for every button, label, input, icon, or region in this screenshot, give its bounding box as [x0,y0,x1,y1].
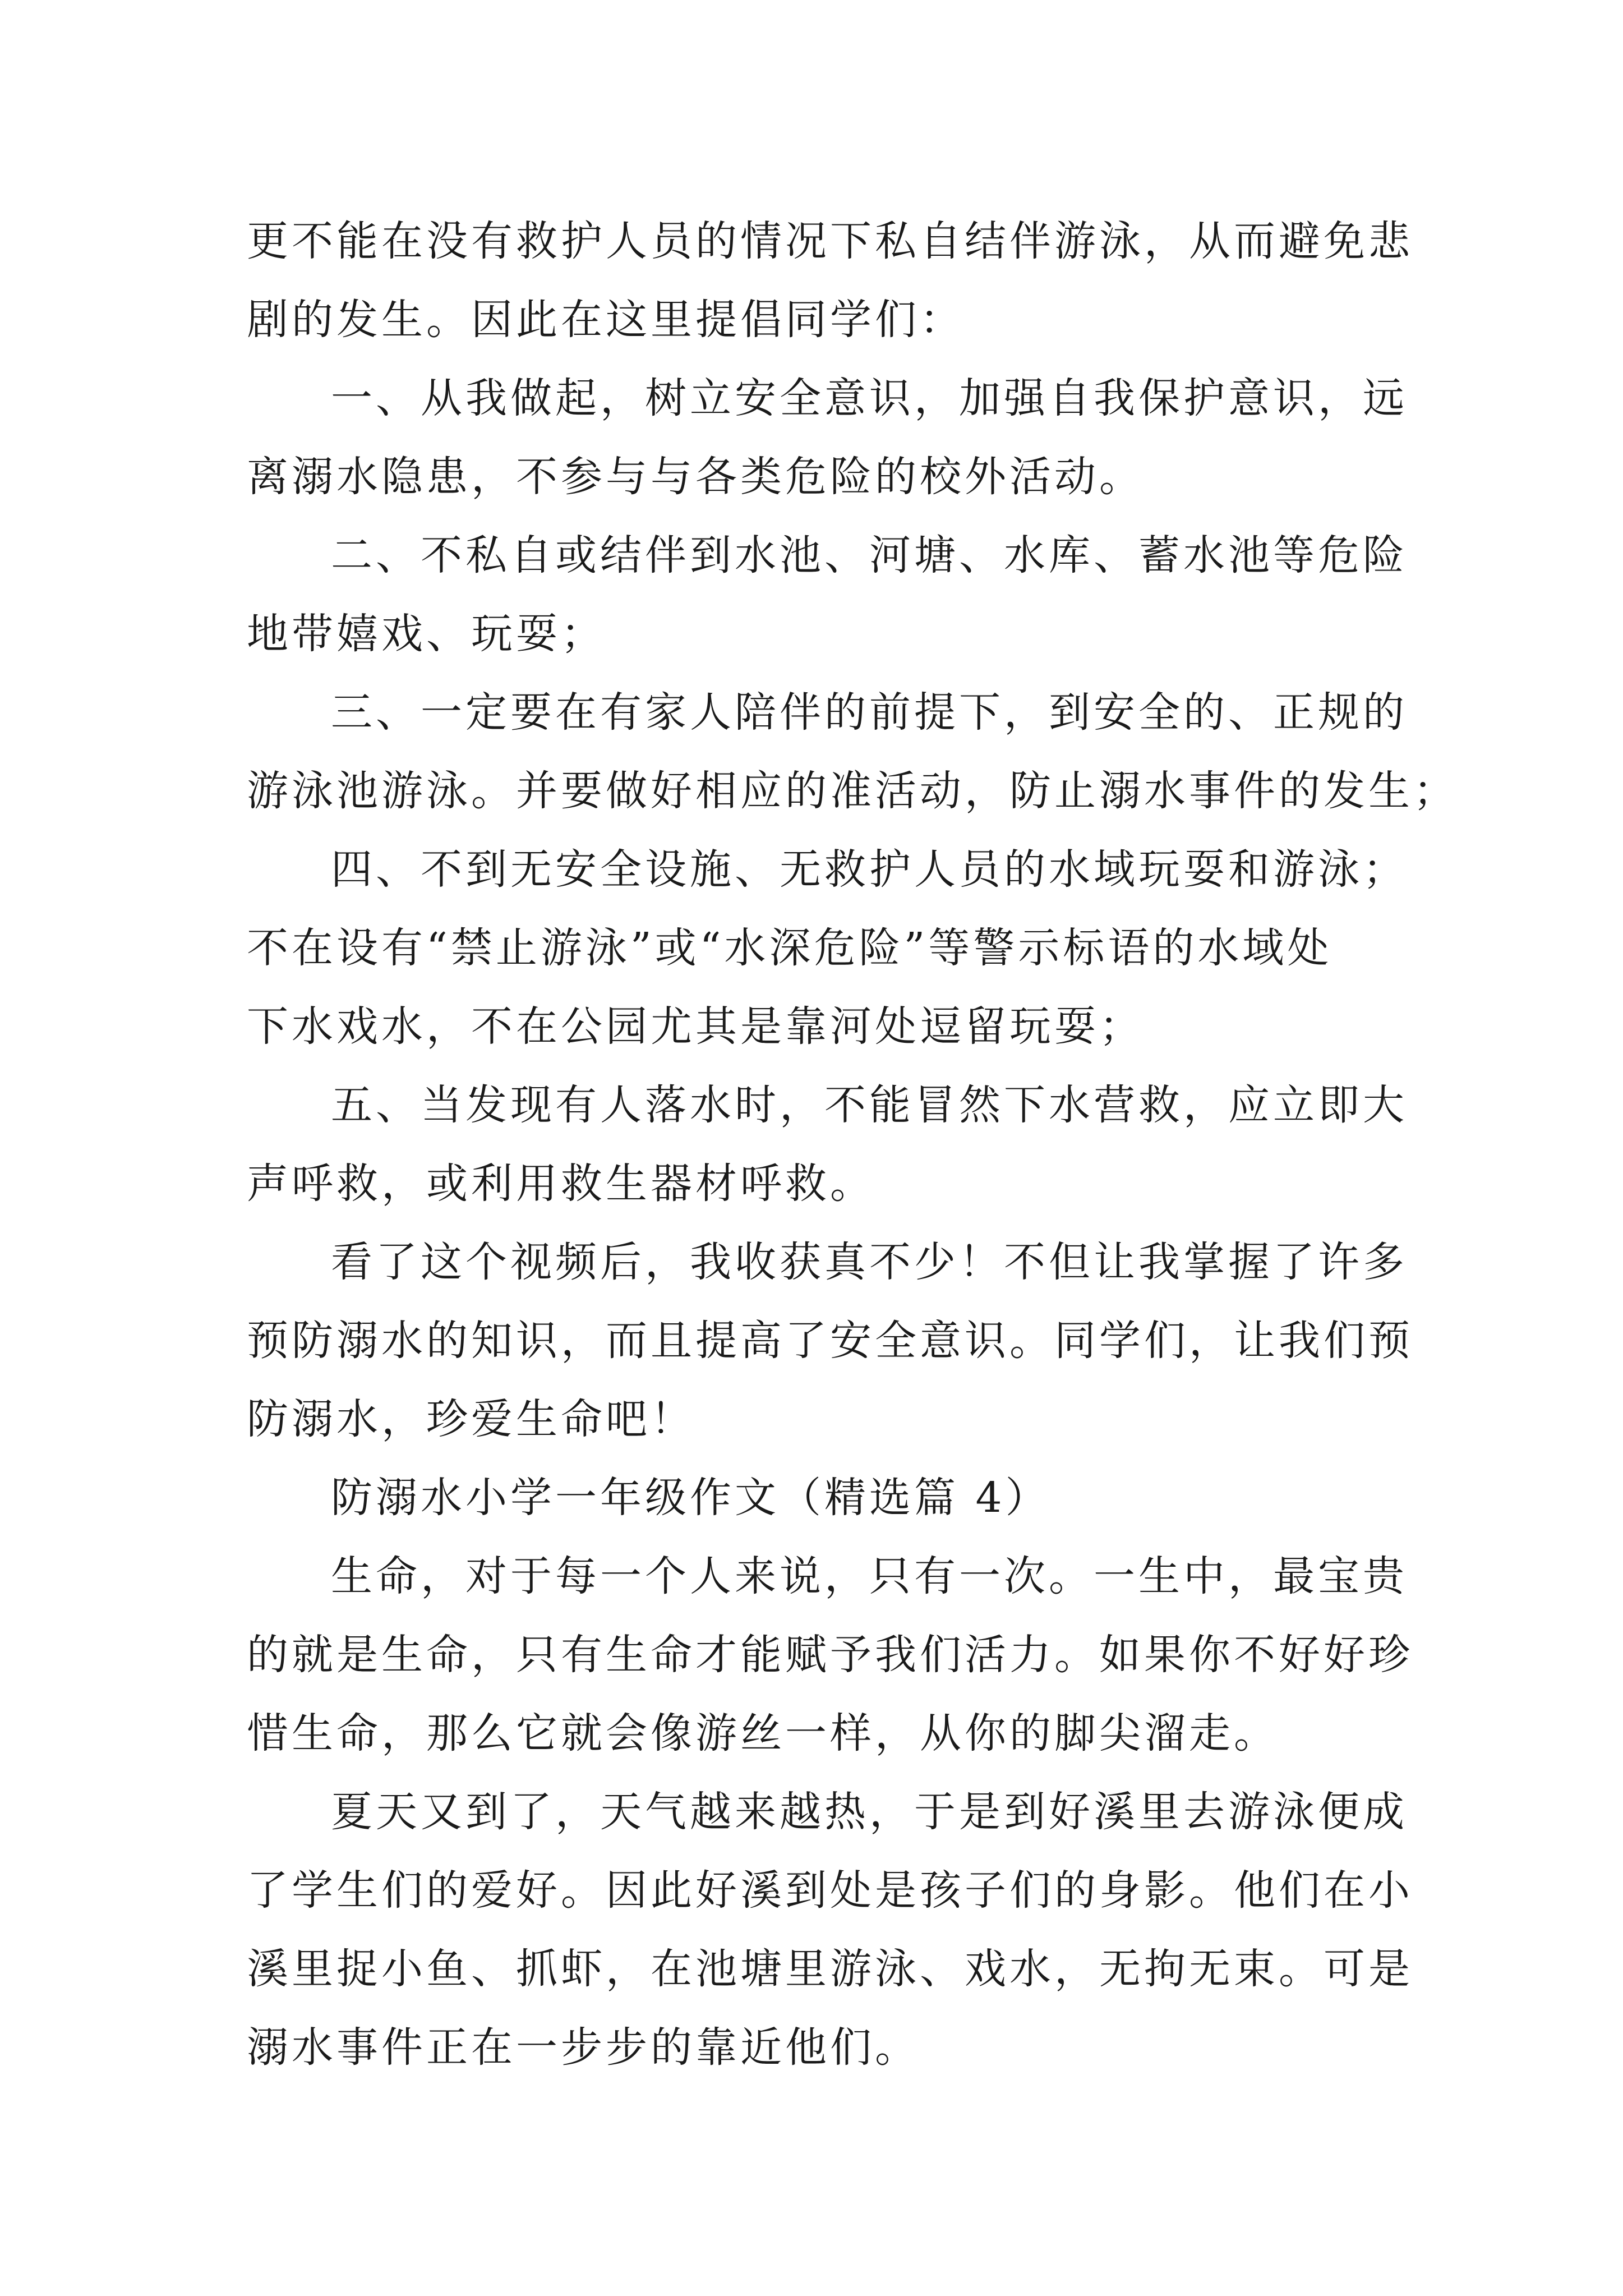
text-line: 五、当发现有人落水时，不能冒然下水营救，应立即大 [331,1081,1408,1129]
text-line: 地带嬉戏、玩耍； [247,610,606,658]
text-line: 四、不到无安全设施、无救护人员的水域玩耍和游泳； [331,845,1408,894]
text-line: 溪里捉小鱼、抓虾，在池塘里游泳、戏水，无拘无束。可是 [247,1945,1413,1993]
section-heading: 防溺水小学一年级作文（精选篇 4） [331,1474,1050,1522]
text-line: 不在设有“禁止游泳”或“水深危险”等警示标语的水域处 [247,924,1332,972]
text-line: 剧的发生。因此在这里提倡同学们： [247,296,965,344]
text-line: 三、一定要在有家人陪伴的前提下，到安全的、正规的 [331,688,1408,737]
text-line: 生命，对于每一个人来说，只有一次。一生中，最宝贵 [331,1552,1408,1600]
text-line: 惜生命，那么它就会像游丝一样，从你的脚尖溜走。 [247,1709,1279,1757]
text-line: 声呼救，或利用救生器材呼救。 [247,1159,875,1208]
text-line: 预防溺水的知识，而且提高了安全意识。同学们，让我们预 [247,1317,1413,1365]
text-line: 夏天又到了，天气越来越热，于是到好溪里去游泳便成 [331,1788,1408,1836]
text-line: 下水戏水，不在公园尤其是靠河处逗留玩耍； [247,1002,1144,1051]
text-line: 更不能在没有救护人员的情况下私自结伴游泳，从而避免悲 [247,217,1413,265]
text-line: 了学生们的爱好。因此好溪到处是孩子们的身影。他们在小 [247,1866,1413,1915]
text-line: 的就是生命，只有生命才能赋予我们活力。如果你不好好珍 [247,1631,1413,1679]
text-line: 溺水事件正在一步步的靠近他们。 [247,2023,920,2072]
text-line: 游泳池游泳。并要做好相应的准活动，防止溺水事件的发生； [247,767,1458,815]
text-line: 二、不私自或结伴到水池、河塘、水库、蓄水池等危险 [331,531,1408,579]
text-line: 防溺水，珍爱生命吧！ [247,1395,695,1443]
text-line: 看了这个视频后，我收获真不少！不但让我掌握了许多 [331,1238,1408,1286]
text-line: 一、从我做起，树立安全意识，加强自我保护意识，远 [331,374,1408,422]
text-line: 离溺水隐患，不参与与各类危险的校外活动。 [247,453,1144,501]
